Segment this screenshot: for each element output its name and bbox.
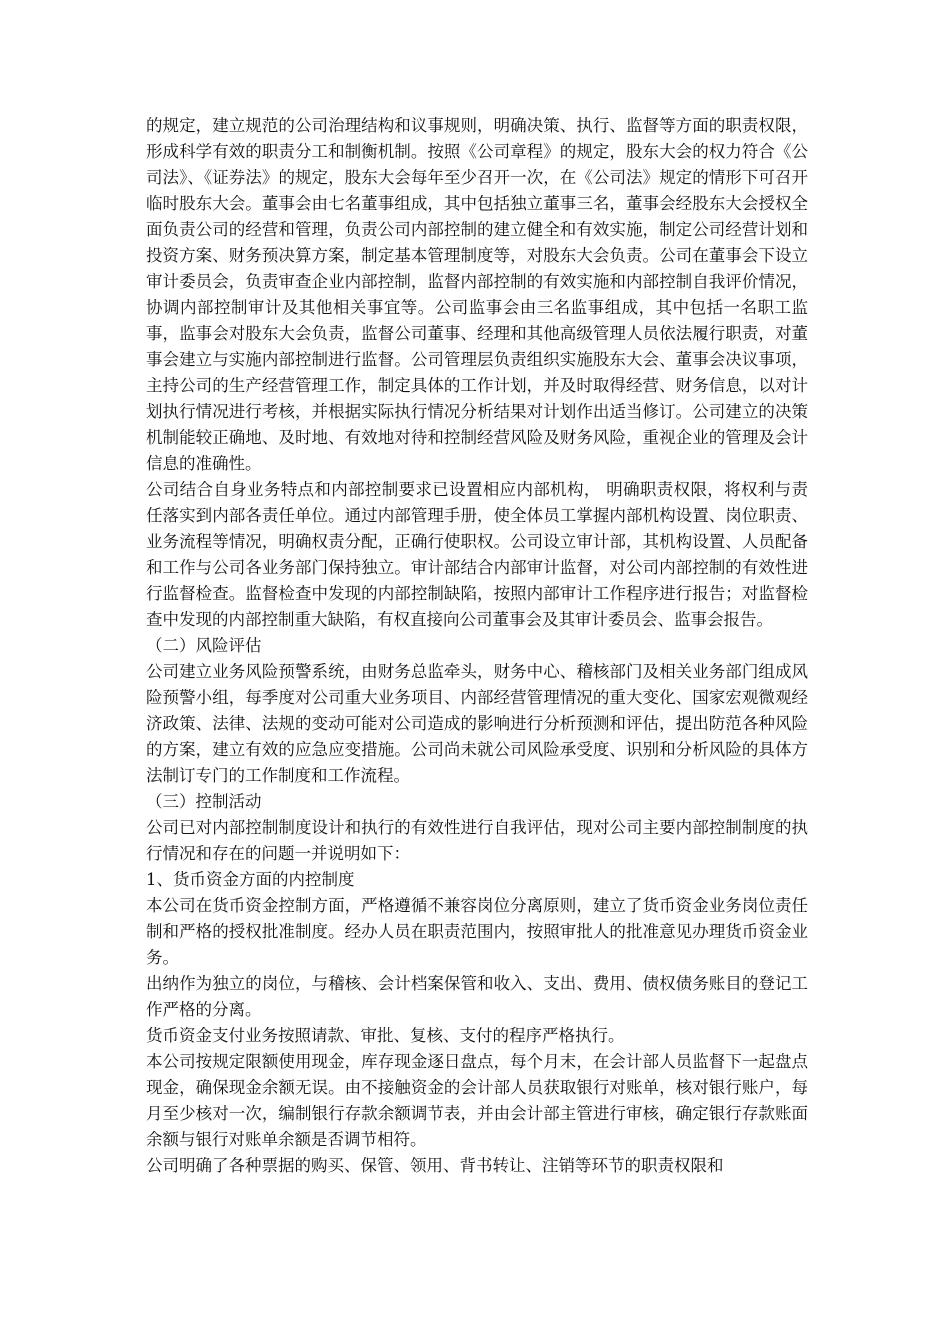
paragraph-bill-management: 公司明确了各种票据的购买、保管、领用、背书转让、注销等环节的职责权限和 xyxy=(146,1156,724,1175)
paragraph-monetary-funds-control: 本公司在货币资金控制方面，严格遵循不兼容岗位分离原则，建立了货币资金业务岗位责任制和严格的授权批准制度。经办人员在职责范围内，按照审批人的批准意见办理货币资金业务。 xyxy=(146,896,808,967)
paragraph-internal-organization: 公司结合自身业务特点和内部控制要求已设置相应内部机构， 明确职责权限，将权利与责任落实到内部各责任单位。通过内部管理手册，使全体员工掌握内部机构设置、岗位职责、业务流程等情况，明确权责分配，正确行使职权。公司设立审计部，其机构设置、人员配备和工作与公司各业务部门保持独立。审计部结合内部审计监督，对公司内部控制的有效性进行监督检查。监督检查中发现的内部控制缺陷，按照内部审计工作程序进行报告；对监督检查中发现的内部控制重大缺陷，有权直接向公司董事会及其审计委员会、监事会报告。 xyxy=(146,480,808,629)
paragraph-payment-procedure: 货币资金支付业务按照请款、审批、复核、支付的程序严格执行。 xyxy=(146,1026,625,1045)
section-heading-control-activities: （三）控制活动 xyxy=(146,792,262,811)
paragraph-control-activities-intro: 公司已对内部控制制度设计和执行的有效性进行自我评估，现对公司主要内部控制制度的执行情况和存在的问题一并说明如下： xyxy=(146,818,808,863)
paragraph-governance: 的规定，建立规范的公司治理结构和议事规则，明确决策、执行、监督等方面的职责权限，形成科学有效的职责分工和制衡机制。按照《公司章程》的规定，股东大会的权力符合《公司法》、《证券法》的规定，股东大会每年至少召开一次，在《公司法》规定的情形下可召开临时股东大会。董事会由七名董事组成，其中包括独立董事三名，董事会经股东大会授权全面负责公司的经营和管理，负责公司内部控制的建立健全和有效实施，制定公司经营计划和投资方案、财务预决算方案，制定基本管理制度等，对股东大会负责。公司在董事会下设立审计委员会，负责审查企业内部控制，监督内部控制的有效实施和内部控制自我评价情况，协调内部控制审计及其他相关事宜等。公司监事会由三名监事组成，其中包括一名职工监事，监事会对股东大会负责，监督公司董事、经理和其他高级管理人员依法履行职责，对董事会建立与实施内部控制进行监督。公司管理层负责组织实施股东大会、董事会决议事项，主持公司的生产经营管理工作，制定具体的工作计划，并及时取得经营、财务信息，以对计划执行情况进行考核，并根据实际执行情况分析结果对计划作出适当修订。公司建立的决策机制能较正确地、及时地、有效地对待和控制经营风险及财务风险，重视企业的管理及会计信息的准确性。 xyxy=(146,116,808,473)
paragraph-cashier-separation: 出纳作为独立的岗位，与稽核、会计档案保管和收入、支出、费用、债权债务账目的登记工作严格的分离。 xyxy=(146,974,808,1019)
paragraph-cash-reconciliation: 本公司按规定限额使用现金，库存现金逐日盘点，每个月末，在会计部人员监督下一起盘点现金，确保现金余额无误。由不接触资金的会计部人员获取银行对账单，核对银行账户，每月至少核对一次，编制银行存款余额调节表，并由会计部主管进行审核，确定银行存款账面余额与银行对账单余额是否调节相符。 xyxy=(146,1052,808,1149)
document-body xyxy=(146,113,808,1179)
paragraph-risk-assessment: 公司建立业务风险预警系统，由财务总监牵头，财务中心、稽核部门及相关业务部门组成风险预警小组，每季度对公司重大业务项目、内部经营管理情况的重大变化、国家宏观微观经济政策、法律、法规的变动可能对公司造成的影响进行分析预测和评估，提出防范各种风险的方案，建立有效的应急应变措施。公司尚未就公司风险承受度、识别和分析风险的具体方法制订专门的工作制度和工作流程。 xyxy=(146,662,808,785)
section-heading-risk-assessment: （二）风险评估 xyxy=(146,636,262,655)
subsection-heading-monetary-funds: 1、货币资金方面的内控制度 xyxy=(146,870,355,889)
